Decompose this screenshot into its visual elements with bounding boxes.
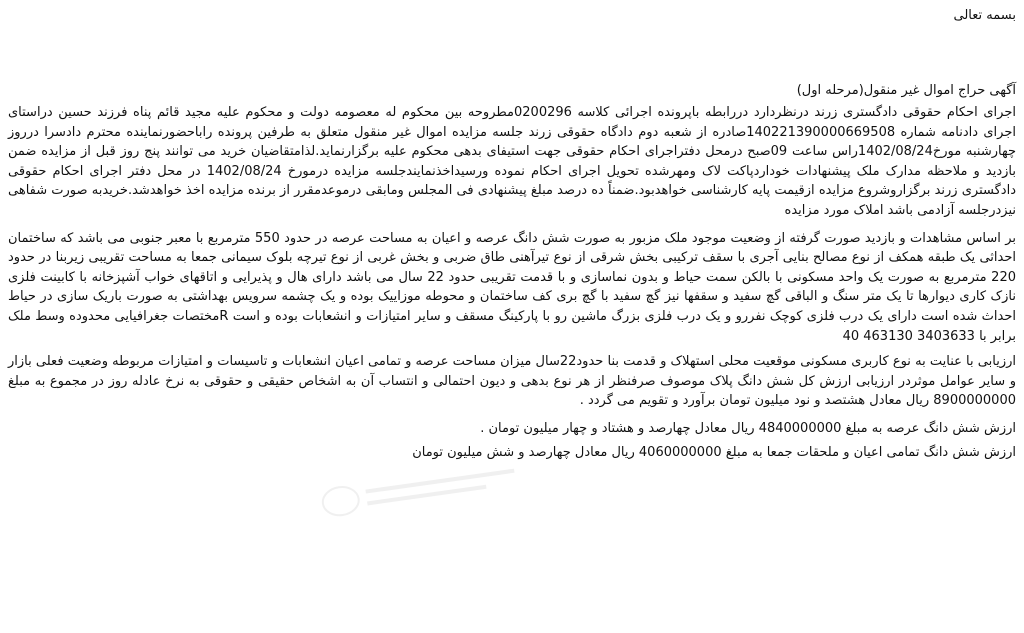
property-description-paragraph: بر اساس مشاهدات و بازدید صورت گرفته از وضعیت موجود ملک مزبور به صورت شش دانگ عرصه و اعیان به مساحت عرصه در حدود 550 مترمربع با معبر جنوبی می باشد که ساختمان احداثی یک طبقه همکف از نوع مصالح بنایی آجری با سقف ترکیبی بخش شرقی از نوع تیرآهنی طاق ضربی و بخش غربی از نوع تیرچه بلوک سیمانی جمعا به مساحت تقریبی زیربنا در حدود 220 مترمربع به صورت یک واحد مسکونی با بالکن سمت حیاط و بدون نماسازی و با قدمت تقریبی حدود 22 سال می باشد دارای هال و پذیرایی و اتاقهای خواب آشپزخانه با کابینت فلزی نازک کاری دیوارها تا یک متر سنگ و الباقی گچ سفید و سقفها نیز گچ سفید با گچ بری کف ساختمان و محوطه موزاییک بوده و یک چشمه سرویس بهداشتی به صورت باریک سازی در حیاط احداث شده است دارای یک درب فلزی کوچک نفررو و یک درب فلزی بزرگ ماشین رو با پارکینگ مسقف و سایر امتیازات و انشعابات بوده و است Rمختصات جغرافیایی محدوده وسط ملک برابر با 3403633 463130 40 xyxy=(8,230,1016,344)
valuation-paragraph: ارزیابی با عنایت به نوع کاربری مسکونی موقعیت محلی استهلاک و قدمت بنا حدود22سال میزان مساحت عرصه و تمامی اعیان انشعابات و تاسیسات و امتیازات مربوطه وضعیت فعلی بازار و سایر عوامل موثردر ارزیابی ارزش کل شش دانگ پلاک موصوف صرفنظر از هر نوع بدهی و دیون احتمالی و انتساب آن به اشخاص حقیقی و حقوقی به نرخ عادله روز در مجموع به مبلغ 8900000000 ریال معادل هشتصد و نود میلیون تومان برآورد و تقویم می گردد . xyxy=(8,354,1016,409)
buildings-value-line: ارزش شش دانگ تمامی اعیان و ملحقات جمعا به مبلغ 4060000000 ریال معادل چهارصد و شش میلیون تومان xyxy=(412,444,1016,460)
land-value-line: ارزش شش دانگ عرصه به مبلغ 4840000000 ریال معادل چهارصد و هشتاد و چهار میلیون تومان . xyxy=(480,420,1016,436)
document-header: بسمه تعالی xyxy=(953,8,1016,23)
auction-intro-paragraph: اجرای احکام حقوقی دادگستری زرند درنظردارد دررابطه باپرونده اجرائی کلاسه 0200296مطروحه بین محکوم له معصومه دولت و محکوم علیه مجید قائم پناه فرزند حسین دراستای اجرای دادنامه شماره 140221390000669508صادره از شعبه دوم دادگاه حقوقی زرند جلسه مزایده اموال غیر منقول متعلق به طرفین پرونده راباحضورنماینده محترم دادسرا درروز چهارشنبه مورخ1402/08/24راس ساعت 09صبح درمحل دفتراجرای احکام حقوقی جهت استیفای بدهی محکوم علیه برگزارنماید.لذامتقاضیان خرید می توانند پنج روز قبل از مزایده ضمن بازدید و ملاحظه مدارک ملک پیشنهادات خوداردپاکت لاک ومهرشده تحویل اجرای احکام نموده ورسیداخذنمایندجلسه مزایده درمورخ 1402/08/24 در محل دفتر اجرای احکام حقوقی دادگستری زرند برگزاروشروع مزایده ازقیمت پایه کارشناسی خواهدبود.ضمناً ده درصد مبلغ پیشنهادی فی المجلس ومابقی درموعدمقرر از برنده مزایده اخذ خواهدشد.خریدبه صورت شفاهی نیزدرجلسه آزادمی باشد املاک مورد مزایده xyxy=(8,105,1016,218)
notice-title: آگهی حراج اموال غیر منقول(مرحله اول) xyxy=(796,83,1016,98)
